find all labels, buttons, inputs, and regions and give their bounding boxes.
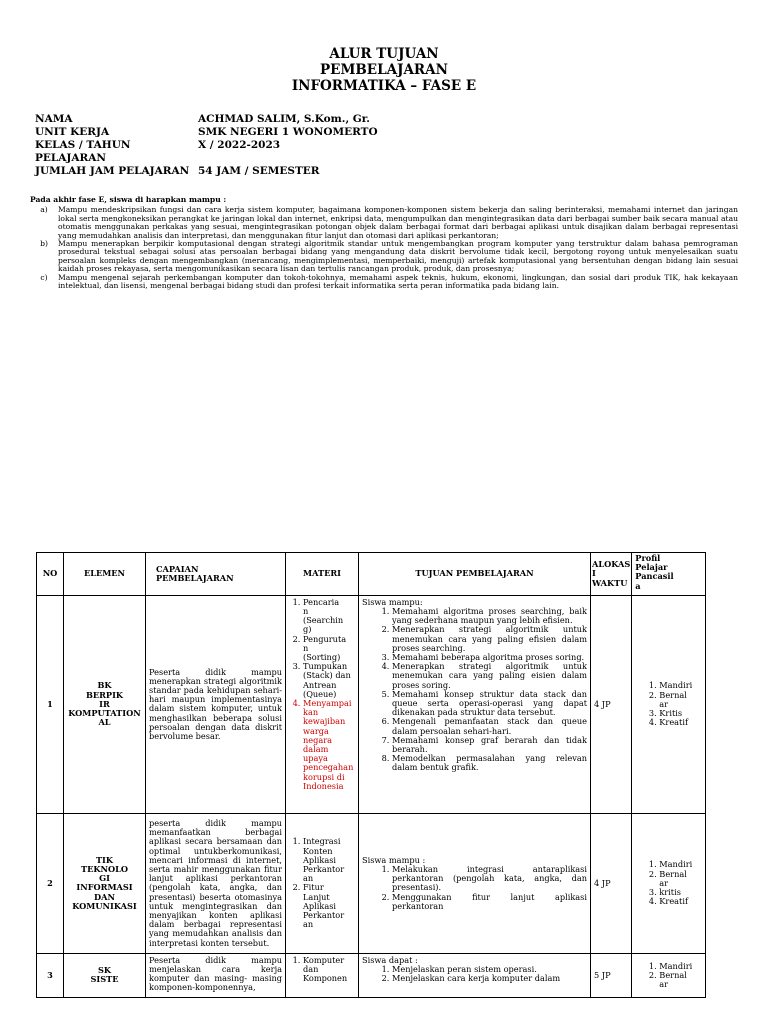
table-row (37, 953, 706, 997)
intro-item (30, 274, 738, 291)
info-value: ACHMAD SALIM, S.Kom., Gr. (198, 113, 370, 125)
tujuan-item: 1. Melakukan integrasi antaraplikasi perkantoran (pengolah kata, angka, dan presentasi). (392, 865, 587, 893)
tujuan-list (362, 965, 587, 983)
cell-profil (632, 595, 706, 813)
info-value: SMK NEGERI 1 WONOMERTO (198, 126, 378, 138)
header-materi: MATERI (286, 553, 359, 596)
header-no: NO (37, 553, 64, 596)
tujuan-lead: Siswa mampu: (362, 596, 423, 607)
header-tujuan: TUJUAN PEMBELAJARAN (359, 553, 591, 596)
table-header-row (37, 553, 706, 596)
tujuan-item: 2. Menerapkan strategi algoritmik untuk menemukan cara yang paling efisien dalam proses searching. (392, 625, 587, 653)
title-line-2: PEMBELAJARAN (320, 62, 448, 78)
tujuan-list (362, 865, 587, 911)
intro-item-text: Mampu mengenal sejarah perkembangan komputer dan tokoh-tokohnya, memahami aspek teknis, hukum, ekonomi, lingkungan, dan sosial dari produk TIK, hak kekayaan intelektual, dan lisensi, mengenal berbagai bidang studi dan profesi terkait informatika serta peran informatika pada bidang lain. (58, 272, 738, 291)
tujuan-list (362, 607, 587, 773)
materi-list (289, 598, 355, 791)
cell-no: 3 (37, 953, 64, 997)
cell-elemen: BK BERPIK IR KOMPUTATION AL (64, 595, 146, 813)
cell-elemen: TIK TEKNOLO GI INFORMASI DAN KOMUNIKASI (64, 813, 146, 953)
info-row (35, 152, 378, 165)
profil-item: 3. kritis (659, 888, 702, 897)
materi-list (289, 956, 355, 984)
profil-item: 4. Kreatif (659, 718, 702, 727)
intro-item-text: Mampu mendeskripsikan fungsi dan cara kerja sistem komputer, bagaimana komponen-komponen sistem bekerja dan saling berinteraksi, memahami internet dan jaringan lokal serta mengkoneksikan perangkat ke jaringan lokal dan internet, enkripsi data, mengumpulkan dan mengintegrasikan data dari berbagai sumber baik secara manual atau otomatis menggunakan perkakas yang sesuai, mengintegrasikan potongan objek dalam berbagai format dari berbagai aplikasi untuk disajikan dalam berbagai representasi yang memudahkan analisis dan interpretasi, dan menggunakan fitur lanjut dan otomasi dari aplikasi perkantoran; (58, 205, 738, 240)
tujuan-item: 3. Memahami beberapa algoritma proses soring. (392, 653, 587, 662)
intro-item (30, 206, 738, 240)
profil-item: 2. Bernal ar (659, 971, 702, 989)
identity-block (35, 113, 378, 178)
info-row (35, 126, 378, 139)
profil-item: 1. Mandiri (659, 860, 702, 869)
info-label: UNIT KERJA (35, 126, 110, 138)
cell-elemen: SK SISTE (64, 953, 146, 997)
intro-item-marker: c) (40, 272, 48, 282)
materi-item: 1. Pencaria n (Searchin g) (303, 598, 355, 635)
materi-list (289, 837, 355, 929)
intro-lead: Pada akhir fase E, siswa di harapkan mampu : (30, 195, 227, 204)
intro-section (30, 196, 738, 290)
header-alokasi: ALOKAS I WAKTU (591, 553, 632, 596)
document-title (0, 46, 768, 94)
tujuan-item: 4. Menerapkan strategi algoritmik untuk menemukan cara yang paling eisien dalam proses soring. (392, 662, 587, 690)
info-label: NAMA (35, 113, 73, 125)
title-line-3: INFORMATIKA – FASE E (291, 78, 477, 94)
tujuan-item: 1. Menjelaskan peran sistem operasi. (392, 965, 587, 974)
profil-item: 1. Mandiri (659, 681, 702, 690)
cell-materi (286, 813, 359, 953)
info-label: JUMLAH JAM PELAJARAN (35, 165, 190, 177)
info-label: KELAS / TAHUN (35, 139, 131, 151)
cell-capaian: peserta didik mampu memanfaatkan berbagai aplikasi secara bersamaan dan optimal untukberkomunikasi, mencari informasi di internet, serta mahir menggunakan fitur lanjut aplikasi perkantoran (pengolah kata, angka, dan presentasi) beserta otomasinya untuk mengintegrasikan dan menyajikan konten aplikasi dalam berbagai representasi yang memudahkan analisis dan interpretasi konten tersebut. (146, 813, 286, 953)
cell-no: 1 (37, 595, 64, 813)
profil-list (635, 681, 702, 727)
tujuan-item: 7. Memahami konsep graf berarah dan tidak berarah. (392, 736, 587, 754)
tujuan-item: 5. Memahami konsep struktur data stack dan queue serta operasi-operasi yang dapat dikenakan pada struktur data tersebut. (392, 690, 587, 718)
cell-alokasi: 4 JP (591, 813, 632, 953)
tujuan-item: 6. Mengenali pemanfaatan stack dan queue dalam persoalan sehari-hari. (392, 717, 587, 735)
learning-goals-table (36, 552, 706, 998)
info-row (35, 139, 378, 152)
intro-item-marker: a) (40, 205, 48, 215)
profil-item: 2. Bernal ar (659, 691, 702, 709)
table-row (37, 813, 706, 953)
cell-profil (632, 953, 706, 997)
cell-profil (632, 813, 706, 953)
info-label: PELAJARAN (35, 152, 107, 164)
intro-item-marker: b) (40, 239, 48, 249)
cell-capaian: Peserta didik mampu menerapkan strategi algoritmik standar pada kehidupan sehari-hari maupun implementasinya dalam sistem komputer, untuk menghasilkan beberapa solusi persoalan dengan data diskrit bervolume besar. (146, 595, 286, 813)
profil-item: 2. Bernal ar (659, 870, 702, 888)
profil-item: 4. Kreatif (659, 897, 702, 906)
intro-item-text: Mampu menerapkan berpikir komputasional dengan strategi algoritmik standar untuk mengembangkan program komputer yang terstruktur dalam bahasa pemrograman prosedural tekstual sebagai solusi atas persoalan berbagai bidang yang mengandung data diskrit bervolume tidak kecil, bergotong royong untuk menyelesaikan suatu persoalan kompleks dengan mengembangkan (merancang, mengimplementasi, memperbaiki, menguji) artefak komputasional yang bersentuhan dengan bidang lain sesuai kaidah proses rekayasa, serta mengomunikasikan secara lisan dan tertulis rancangan produk, produk, dan prosesnya; (58, 239, 738, 274)
cell-alokasi: 4 JP (591, 595, 632, 813)
materi-item: 1. Integrasi Konten Aplikasi Perkantor an (303, 837, 355, 883)
tujuan-lead: Siswa mampu : (362, 854, 426, 865)
cell-materi (286, 953, 359, 997)
cell-alokasi: 5 JP (591, 953, 632, 997)
cell-tujuan (359, 953, 591, 997)
header-profil: Profil Pelajar Pancasil a (632, 553, 706, 596)
info-row (35, 165, 378, 178)
cell-capaian: Peserta didik mampu menjelaskan cara kerja komputer dan masing- masing komponen-komponennya, (146, 953, 286, 997)
profil-item: 1. Mandiri (659, 962, 702, 971)
info-row (35, 113, 378, 126)
profil-item: 3. Kritis (659, 709, 702, 718)
tujuan-item: 2. Menggunakan fitur lanjut aplikasi perkantoran (392, 893, 587, 911)
materi-item: 2. Fitur Lanjut Aplikasi Perkantor an (303, 883, 355, 929)
profil-list (635, 860, 702, 906)
header-elemen: ELEMEN (64, 553, 146, 596)
tujuan-item: 2. Menjelaskan cara kerja komputer dalam (392, 974, 587, 983)
materi-item: 3. Tumpukan (Stack) dan Antrean (Queue) (303, 662, 355, 699)
materi-item: 4. Menyampai kan kewajiban warga negara dalam upaya pencegahan korupsi di Indonesia (303, 699, 355, 791)
info-value: 54 JAM / SEMESTER (198, 165, 320, 177)
tujuan-lead: Siswa dapat : (362, 954, 418, 965)
tujuan-item: 1. Memahami algoritma proses searching, baik yang sederhana maupun yang lebih efisien. (392, 607, 587, 625)
cell-tujuan (359, 595, 591, 813)
header-capaian: CAPAIAN PEMBELAJARAN (146, 553, 286, 596)
title-line-1: ALUR TUJUAN (329, 46, 439, 62)
profil-list (635, 962, 702, 990)
tujuan-item: 8. Memodelkan permasalahan yang relevan dalam bentuk grafik. (392, 754, 587, 772)
cell-tujuan (359, 813, 591, 953)
intro-item (30, 240, 738, 274)
intro-list (30, 206, 738, 290)
table-row (37, 595, 706, 813)
cell-materi (286, 595, 359, 813)
materi-item: 1. Komputer dan Komponen (303, 956, 355, 984)
cell-no: 2 (37, 813, 64, 953)
materi-item: 2. Penguruta n (Sorting) (303, 635, 355, 663)
info-value: X / 2022-2023 (198, 139, 281, 151)
